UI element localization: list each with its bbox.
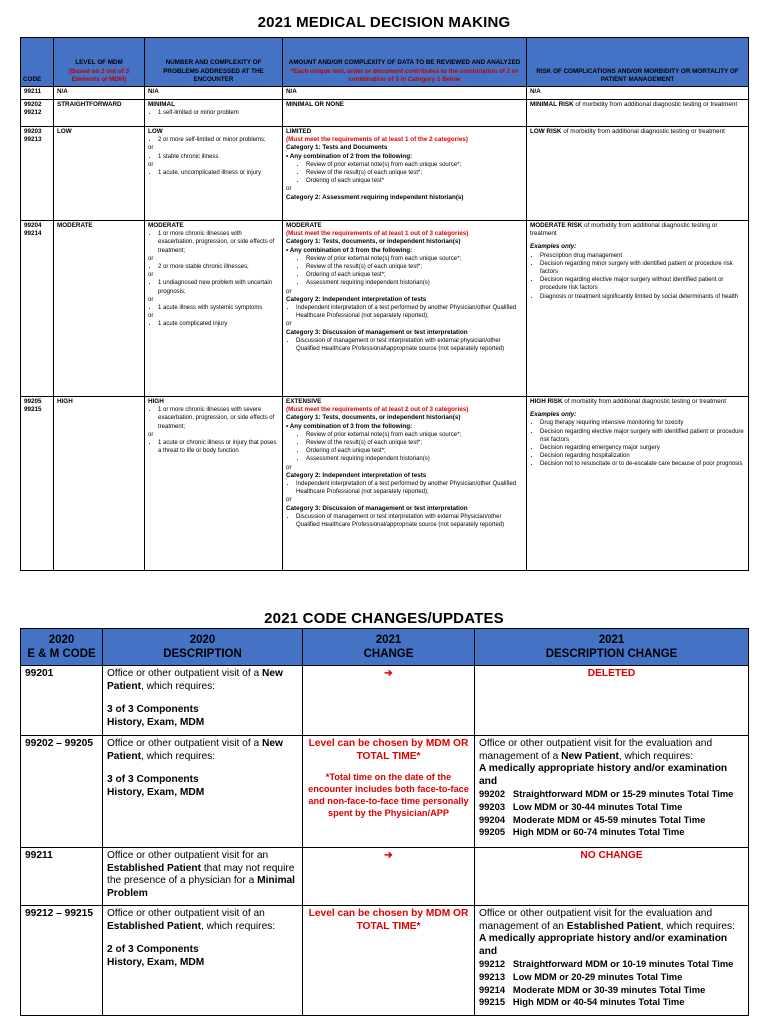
or-text: or (148, 272, 154, 279)
change-text: Level can be chosen by MDM OR TOTAL TIME* (308, 908, 469, 932)
problem-item: • 1 self-limited or minor problem (158, 109, 279, 117)
or-text: or (148, 161, 154, 168)
codes-header-change: 2021 CHANGE (303, 629, 475, 666)
mdm-row-problems: N/A (145, 87, 283, 100)
row-new-description: DELETED (475, 666, 749, 736)
problems-title: LOW (148, 128, 163, 135)
row-change (303, 736, 475, 848)
risk-item: • Diagnosis or treatment significantly limited by social determinants of health (540, 293, 745, 301)
data-item: • Discussion of management or test interpretation with external physician/other Qualified Healthcare Professional\appropriate source (not separately reported) (296, 337, 523, 353)
or-text: or (148, 255, 154, 262)
data-category-1-any: • Any combination of 3 from the following: (286, 422, 413, 430)
risk-item: • Prescription drug management (540, 252, 745, 260)
mdm-row-code: 99204 99214 (21, 221, 54, 397)
problems-title: HIGH (148, 398, 164, 405)
data-title: MODERATE (286, 222, 322, 229)
data-category-1-any: • Any combination of 3 from the following: (286, 246, 413, 254)
data-item: • Assessment requiring independent historian(s) (306, 455, 523, 463)
data-item: • Ordering of each unique test* (306, 177, 523, 185)
row-new-description: Office or other outpatient visit for the evaluation and management of an Established Patient, which requires: A medically appropriate history and/or examination and 99212 Straightforward MDM or 10-19 minutes Total Time 99213 Low MDM or 20-29 minutes Total Time 99214 Moderate MDM or 30-39 minutes Total Time 99215 High MDM or 40-54 minutes Total Time (475, 906, 749, 1016)
risk-title: MODERATE RISK (530, 222, 583, 229)
risk-examples-label: Examples only: (530, 411, 577, 419)
mdm-row-code: 99203 99213 (21, 127, 54, 221)
risk-title: LOW RISK (530, 128, 562, 135)
data-category-3: Category 3: Discussion of management or test interpretation (286, 328, 468, 336)
mdm-header-row (21, 38, 749, 87)
row-code: 99201 (21, 666, 103, 736)
risk-text: of morbidity from additional diagnostic testing or treatment (573, 101, 738, 108)
row-description: Office or other outpatient visit for an Established Patient that may not require the presence of a physician for a Minimal Problem (103, 848, 303, 906)
codes-header-code: 2020 E & M CODE (21, 629, 103, 666)
data-item: • Review of prior external note(s) from each unique source*; (306, 161, 523, 169)
data-item: • Review of prior external note(s) from each unique source*; (306, 431, 523, 439)
mdm-row (21, 100, 749, 127)
risk-text: of morbidity from additional diagnostic testing or treatment (530, 222, 718, 238)
or-text: or (286, 185, 292, 193)
requirement-text: A medically appropriate history and/or examination and (479, 763, 728, 787)
problem-item: • 1 acute, uncomplicated illness or injury (158, 169, 279, 177)
mdm-row-code: 99205 99215 (21, 397, 54, 571)
problem-item: • 2 or more stable chronic illnesses; (158, 263, 279, 271)
data-category-1: Category 1: Tests and Documents (286, 144, 388, 152)
risk-text: of morbidity from additional diagnostic testing or treatment (561, 128, 725, 135)
data-requirement: (Must meet the requirements of at least 1 out of 3 categories) (286, 230, 469, 238)
codes-header-description: 2020 DESCRIPTION (103, 629, 303, 666)
mdm-row-risk (527, 127, 749, 221)
page-title-mdm: 2021 MEDICAL DECISION MAKING (257, 14, 511, 31)
mdm-row-data (283, 397, 527, 571)
row-new-description: NO CHANGE (475, 848, 749, 906)
row-code: 99211 (21, 848, 103, 906)
mdm-row-level: MODERATE (54, 221, 145, 397)
mdm-row-data (283, 127, 527, 221)
or-text: or (148, 313, 154, 320)
mdm-row (21, 397, 749, 571)
data-title: EXTENSIVE (286, 398, 322, 405)
level-line: 99205 High MDM or 60-74 minutes Total Time (479, 826, 685, 838)
risk-title: HIGH RISK (530, 398, 563, 405)
table-row (21, 736, 749, 848)
components-text: 3 of 3 Components History, Exam, MDM (107, 774, 205, 798)
problem-item: • 1 or more chronic illnesses with severe exacerbation, progression, or side effects of treatment; (158, 406, 279, 431)
mdm-row-risk (527, 221, 749, 397)
risk-item: • Decision regarding minor surgery with identified patient or procedure risk factors (540, 260, 745, 276)
or-text: or (148, 296, 154, 303)
risk-item: • Decision regarding hospitalization (540, 452, 745, 460)
data-item: • Review of the result(s) of each unique test*; (306, 263, 523, 271)
or-text: or (286, 287, 292, 295)
arrow-icon: ➔ (303, 666, 475, 736)
change-text: Level can be chosen by MDM OR TOTAL TIME* (308, 738, 469, 762)
data-item: • Review of prior external note(s) from each unique source*; (306, 255, 523, 263)
row-code: 99202 – 99205 (21, 736, 103, 848)
row-description: Office or other outpatient visit of an Established Patient, which requires: 2 of 3 Components History, Exam, MDM (103, 906, 303, 1016)
data-category-2: Category 2: Independent interpretation of tests (286, 295, 427, 303)
row-new-description: Office or other outpatient visit for the evaluation and management of a New Patient, which requires: A medically appropriate history and/or examination and 99202 Straightforward MDM or 15-29 minutes Total Time 99203 Low MDM or 30-44 minutes Total Time 99204 Moderate MDM or 45-59 minutes Total Time 99205 High MDM or 60-74 minutes Total Time (475, 736, 749, 848)
risk-item: • Decision not to resuscitate or to de-escalate care because of poor prognosis (540, 460, 745, 468)
level-line: 99214 Moderate MDM or 30-39 minutes Total Time (479, 983, 706, 995)
mdm-header-data-title: AMOUNT AND/OR COMPLEXITY OF DATA TO BE REVIEWED AND ANALYZED (288, 59, 521, 67)
mdm-header-code: CODE (21, 38, 54, 87)
data-category-3: Category 3: Discussion of management or test interpretation (286, 504, 468, 512)
data-title: LIMITED (286, 128, 312, 135)
problem-item: • 1 acute or chronic illness or injury that poses a threat to life or body function (158, 439, 279, 455)
mdm-row-level: HIGH (54, 397, 145, 571)
table-row (21, 666, 749, 736)
data-item: • Assessment requiring independent historian(s) (306, 279, 523, 287)
data-item: • Independent interpretation of a test performed by another Physician/other Qualified Healthcare Professional (not separately reported); (296, 304, 523, 320)
problem-item: • 1 acute illness with systemic symptoms (158, 304, 279, 312)
risk-item: • Decision regarding elective major surgery without identified patient or procedure risk factors (540, 276, 745, 292)
data-requirement: (Must meet the requirements of at least 1 of the 2 categories) (286, 136, 468, 144)
mdm-row-problems (145, 127, 283, 221)
mdm-row-level: STRAIGHTFORWARD (54, 100, 145, 127)
mdm-row-code: 99211 (21, 87, 54, 100)
problem-item: • 1 acute complicated injury (158, 320, 279, 328)
requirement-text: A medically appropriate history and/or examination and (479, 933, 728, 957)
mdm-row-data (283, 221, 527, 397)
mdm-header-data-note: *Each unique test, order or document contributes to the combination of 2 or combination of 3 in Category 1 Below (290, 67, 519, 83)
mdm-header-level-title: LEVEL OF MDM (75, 59, 123, 67)
or-text: or (148, 431, 154, 438)
mdm-row (21, 127, 749, 221)
page-title-code-changes: 2021 CODE CHANGES/UPDATES (264, 610, 504, 627)
problem-item: • 1 stable chronic illness (158, 153, 279, 161)
mdm-header-level (54, 38, 145, 87)
risk-title: MINIMAL RISK (530, 101, 574, 108)
mdm-row-problems (145, 100, 283, 127)
code-changes-table (20, 628, 749, 1016)
row-change (303, 906, 475, 1016)
mdm-header-risk: RISK OF COMPLICATIONS AND/OR MORBIDITY OR MORTALITY OF PATIENT MANAGEMENT (527, 38, 749, 87)
mdm-row (21, 221, 749, 397)
mdm-row-level: LOW (54, 127, 145, 221)
mdm-row-problems (145, 397, 283, 571)
risk-text: of morbidity from additional diagnostic testing or treatment (562, 398, 726, 405)
problem-item: • 1 undiagnosed new problem with uncertain prognosis; (158, 279, 279, 295)
mdm-row-risk: N/A (527, 87, 749, 100)
table-row (21, 906, 749, 1016)
level-line: 99204 Moderate MDM or 45-59 minutes Total Time (479, 813, 706, 825)
data-item: • Review of the result(s) of each unique test*; (306, 439, 523, 447)
mdm-table (20, 37, 749, 571)
risk-item: • Decision regarding emergency major surgery (540, 444, 745, 452)
arrow-icon: ➔ (303, 848, 475, 906)
data-category-2: Category 2: Independent interpretation of tests (286, 471, 427, 479)
mdm-row-level: N/A (54, 87, 145, 100)
components-text: 2 of 3 Components History, Exam, MDM (107, 944, 205, 968)
risk-item: • Drug therapy requiring intensive monitoring for toxicity (540, 419, 745, 427)
mdm-row-problems (145, 221, 283, 397)
mdm-header-level-note: (Based on 2 out of 3 Elements of MDM) (68, 67, 130, 83)
level-line: 99212 Straightforward MDM or 10-19 minutes Total Time (479, 958, 734, 970)
codes-header-description-change: 2021 DESCRIPTION CHANGE (475, 629, 749, 666)
or-text: or (148, 145, 154, 152)
row-description: Office or other outpatient visit of a New Patient, which requires: 3 of 3 Components History, Exam, MDM (103, 666, 303, 736)
change-note: *Total time on the date of the encounter includes both face-to-face and non-face-to-face time personally spent by the Physician/APP (308, 772, 469, 819)
data-item: • Review of the result(s) of each unique test*; (306, 169, 523, 177)
components-text: 3 of 3 Components History, Exam, MDM (107, 704, 205, 728)
mdm-row-risk (527, 397, 749, 571)
data-requirement: (Must meet the requirements of at least 2 out of 3 categories) (286, 406, 469, 414)
risk-item: • Decision regarding elective major surgery with identified patient or procedure risk factors (540, 428, 745, 444)
mdm-row (21, 87, 749, 100)
mdm-header-problems: NUMBER AND COMPLEXITY OF PROBLEMS ADDRESSED AT THE ENCOUNTER (145, 38, 283, 87)
data-category-1: Category 1: Tests, documents, or independent historian(s) (286, 238, 461, 246)
level-line: 99203 Low MDM or 30-44 minutes Total Time (479, 800, 683, 812)
problem-item: • 1 or more chronic illnesses with exacerbation, progression, or side effects of treatment; (158, 230, 279, 255)
data-item: • Discussion of management or test interpretation with external Physician/other Qualified Healthcare Professional/appropriate source (not separately reported) (296, 513, 523, 529)
data-category-2: Category 2: Assessment requiring independent historian(s) (286, 193, 464, 201)
or-text: or (286, 463, 292, 471)
or-text: or (286, 320, 292, 328)
data-category-1: Category 1: Tests, documents, or independent historian(s) (286, 414, 461, 422)
or-text: or (286, 496, 292, 504)
data-item: • Ordering of each unique test*; (306, 447, 523, 455)
level-line: 99215 High MDM or 40-54 minutes Total Time (479, 996, 685, 1008)
table-row (21, 848, 749, 906)
level-line: 99213 Low MDM or 20-29 minutes Total Time (479, 970, 683, 982)
mdm-header-data (283, 38, 527, 87)
row-description: Office or other outpatient visit of a New Patient, which requires: 3 of 3 Components History, Exam, MDM (103, 736, 303, 848)
mdm-row-data: MINIMAL OR NONE (283, 100, 527, 127)
data-category-1-any: • Any combination of 2 from the following: (286, 152, 413, 160)
risk-examples-label: Examples only: (530, 243, 577, 251)
mdm-row-risk (527, 100, 749, 127)
data-item: • Ordering of each unique test*; (306, 271, 523, 279)
problem-item: • 2 or more self-limited or minor problems; (158, 136, 279, 144)
problems-title: MODERATE (148, 222, 184, 229)
codes-header-row (21, 629, 749, 666)
mdm-row-code: 99202 99212 (21, 100, 54, 127)
data-item: • Independent interpretation of a test performed by another Physician/other Qualified Healthcare Professional (not separately reported); (296, 480, 523, 496)
row-code: 99212 – 99215 (21, 906, 103, 1016)
problems-title: MINIMAL (148, 101, 175, 108)
level-line: 99202 Straightforward MDM or 15-29 minutes Total Time (479, 788, 734, 800)
mdm-row-data: N/A (283, 87, 527, 100)
